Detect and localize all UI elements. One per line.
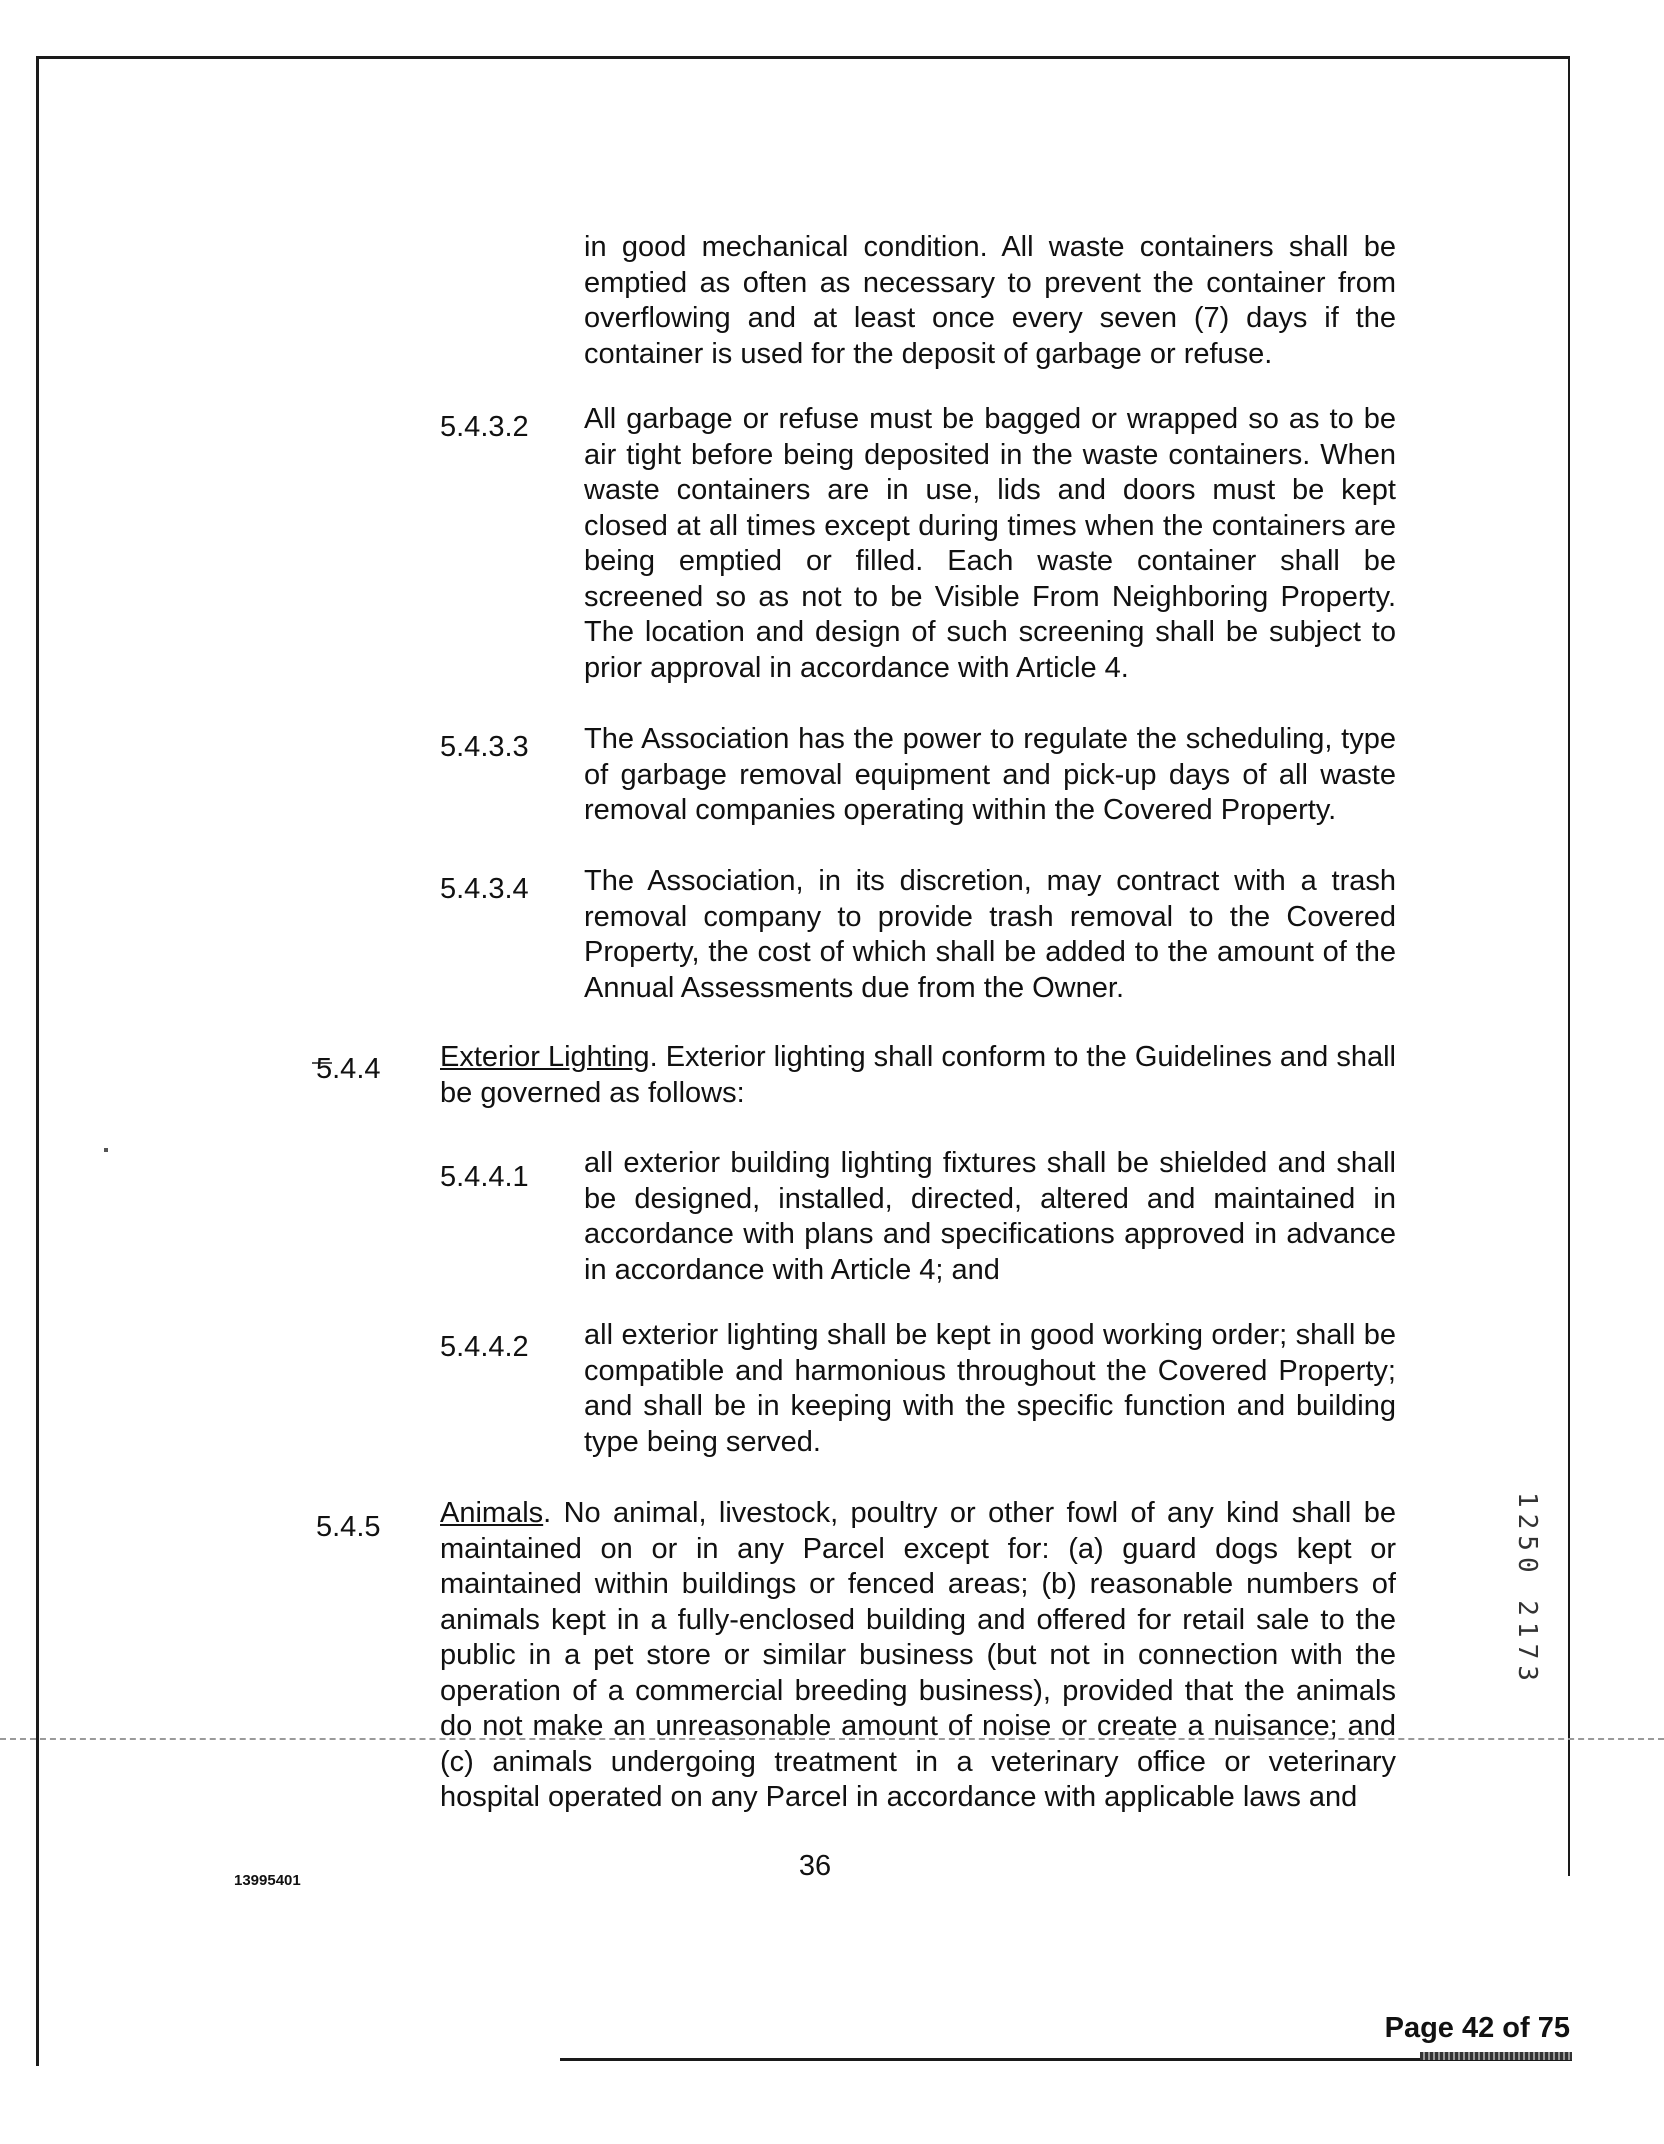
section-number: 5.4.3.4 (440, 873, 529, 905)
section-text (440, 1496, 1396, 1816)
margin-recording-stamp: 1250 2173 (1512, 1492, 1542, 1687)
section-text (440, 1040, 1396, 1111)
section-heading: Exterior Lighting (440, 1041, 650, 1073)
section-text: The Association has the power to regulate the scheduling, type of garbage removal equipment and pick-up days of all waste removal companies operating within the Covered Property. (584, 723, 1396, 826)
section-heading: Animals (440, 1497, 544, 1529)
page-frame-right (1568, 56, 1570, 1876)
section-number: 5.4.3.3 (440, 731, 529, 763)
scan-mark (104, 1148, 108, 1152)
section-number: 5.4.5 (316, 1511, 381, 1543)
section-text: All garbage or refuse must be bagged or wrapped so as to be air tight before being deposited in the waste containers. When waste containers are in use, lids and doors must be kept closed at all times except during times when the containers are being emptied or filled. Each waste container shall be screened so as not to be Visible From Neighboring Property. The location and design of such screening shall be subject to prior approval in accordance with Article 4. (584, 403, 1396, 684)
page-frame-left (36, 56, 39, 2066)
section-body: . No animal, livestock, poultry or other fowl of any kind shall be maintained on or in any Parcel except for: (a) guard dogs kept or maintained within buildings or fenced areas; (b) reasonable numbers of animals kept in a fully-enclosed building and offered for retail sale to the public in a pet store or similar business (but not in connection with the operation of a commercial breeding business), provided that the animals do not make an unreasonable amount of noise or create a nuisance; and (c) animals undergoing treatment in a veterinary office or veterinary hospital operated on any Parcel in accordance with applicable laws and (440, 1497, 1396, 1813)
section-text: all exterior lighting shall be kept in good working order; shall be compatible and harmonious throughout the Covered Property; and shall be in keeping with the specific function and building type being served. (584, 1319, 1396, 1458)
section-number: 5.4.4.2 (440, 1331, 529, 1363)
continuation-paragraph: in good mechanical condition. All waste containers shall be emptied as often as necessary to prevent the container from overflowing and at least once every seven (7) days if the container is used for the deposit of garbage or refuse. (584, 231, 1396, 370)
document-id: 13995401 (234, 1872, 301, 1889)
fax-header-strip (1420, 2052, 1572, 2060)
section-number: 5.4.3.2 (440, 411, 529, 443)
section-text: all exterior building lighting fixtures shall be shielded and shall be designed, installed, directed, altered and maintained in accordance with plans and specifications approved in advance in accordance with Article 4; and (584, 1147, 1396, 1286)
section-number: 5.4.4 (316, 1053, 381, 1085)
page-frame-top (36, 56, 1570, 59)
page-counter: Page 42 of 75 (1384, 2012, 1570, 2044)
section-number: 5.4.4.1 (440, 1161, 529, 1193)
page-number: 36 (798, 1850, 832, 1882)
section-text: The Association, in its discretion, may contract with a trash removal company to provide trash removal to the Covered Property, the cost of which shall be added to the amount of the Annual Assessments due from the Owner. (584, 865, 1396, 1004)
section-body: . Exterior lighting shall conform to the Guidelines and shall be governed as follows: (440, 1041, 1397, 1109)
